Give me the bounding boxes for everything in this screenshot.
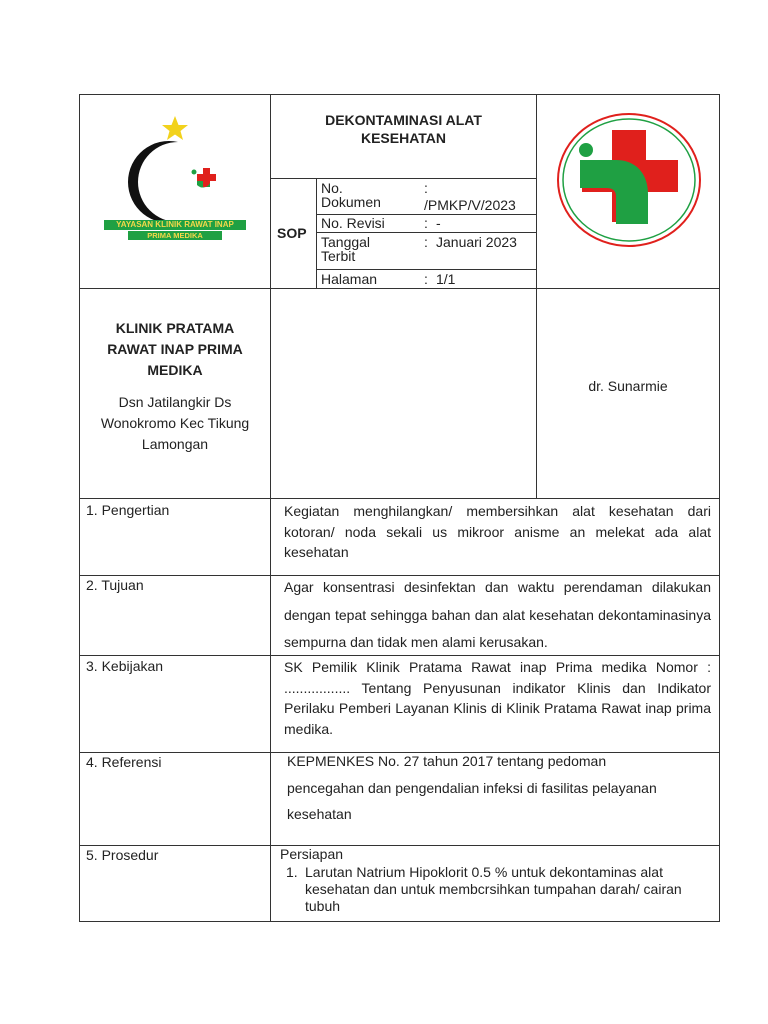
meta-value: Januari 2023 xyxy=(436,234,517,250)
clinic-name-line-3: MEDIKA xyxy=(147,362,203,378)
logo-caption-2: PRIMA MEDIKA xyxy=(147,231,203,240)
clinic-name-line-1: KLINIK PRATAMA xyxy=(115,320,235,336)
clinic-name xyxy=(80,318,270,381)
meta-sep: : xyxy=(424,215,428,231)
medical-cross-icon xyxy=(556,112,702,248)
meta-value: 1/1 xyxy=(436,271,456,287)
clinic-logo xyxy=(100,112,250,247)
title-line-1: DEKONTAMINASI ALAT xyxy=(325,112,482,128)
meta-sep: : xyxy=(424,271,428,287)
signatory-name: dr. Sunarmie xyxy=(588,378,668,394)
meta-value: - xyxy=(436,215,441,231)
sop-label: SOP xyxy=(277,225,307,241)
prosedur-item-text: Larutan Natrium Hipoklorit 0.5 % untuk dekontaminas alat kesehatan dan untuk membcrsihkan tumpahan darah/ cairan tubuh xyxy=(305,864,682,914)
address-line-1: Dsn Jatilangkir Ds xyxy=(118,394,232,410)
section-label-prosedur: 5. Prosedur xyxy=(86,847,159,863)
section-label-referensi: 4. Referensi xyxy=(86,754,162,770)
section-text-tujuan: Agar konsentrasi desinfektan dan waktu perendaman dilakukan dengan tepat sehingga bahan dan alat kesehatan dekontaminasinya sempurna dan tidak men alami kerusakan. xyxy=(284,579,711,650)
prosedur-item-number: 1. xyxy=(286,864,298,880)
meta-value: /PMKP/V/2023 xyxy=(424,197,516,213)
referensi-line-2: pencegahan dan pengendalian infeksi di fasilitas pelayanan xyxy=(287,780,657,796)
meta-label: No. Revisi xyxy=(321,215,385,231)
section-label-pengertian: 1. Pengertian xyxy=(86,502,170,518)
logo-caption-1: YAYASAN KLINIK RAWAT INAP xyxy=(116,220,234,229)
clinic-address xyxy=(80,392,270,455)
section-label-tujuan: 2. Tujuan xyxy=(86,577,144,593)
section-text-kebijakan: SK Pemilik Klinik Pratama Rawat inap Prima medika Nomor : ................. Tentang Penyusunan indikator Klinis dan Indikator Perilaku Pemberi Layanan Klinis di Klinik Pratama Rawat inap prima medika. xyxy=(284,659,711,737)
referensi-line-3: kesehatan xyxy=(287,806,352,822)
address-line-2: Wonokromo Kec Tikung xyxy=(100,415,250,431)
meta-label: No. Dokumen xyxy=(321,180,381,210)
meta-sep: : xyxy=(424,234,428,250)
meta-label: Tanggal Terbit xyxy=(321,234,371,264)
meta-label: Halaman xyxy=(321,271,378,287)
address-line-3: Lamongan xyxy=(141,436,209,452)
title-line-2: KESEHATAN xyxy=(360,130,447,146)
meta-sep: : xyxy=(424,180,428,196)
section-label-kebijakan: 3. Kebijakan xyxy=(86,658,164,674)
document-title xyxy=(271,111,536,147)
section-text-pengertian: Kegiatan menghilangkan/ membersihkan alat kesehatan dari kotoran/ noda sekali us mikroor anisme an melekat ada alat kesehatan xyxy=(284,503,711,560)
referensi-line-1: KEPMENKES No. 27 tahun 2017 tentang pedoman xyxy=(287,753,607,769)
clinic-name-line-2: RAWAT INAP PRIMA xyxy=(107,341,243,357)
health-cross-logo xyxy=(556,112,702,248)
prosedur-heading: Persiapan xyxy=(280,846,344,862)
